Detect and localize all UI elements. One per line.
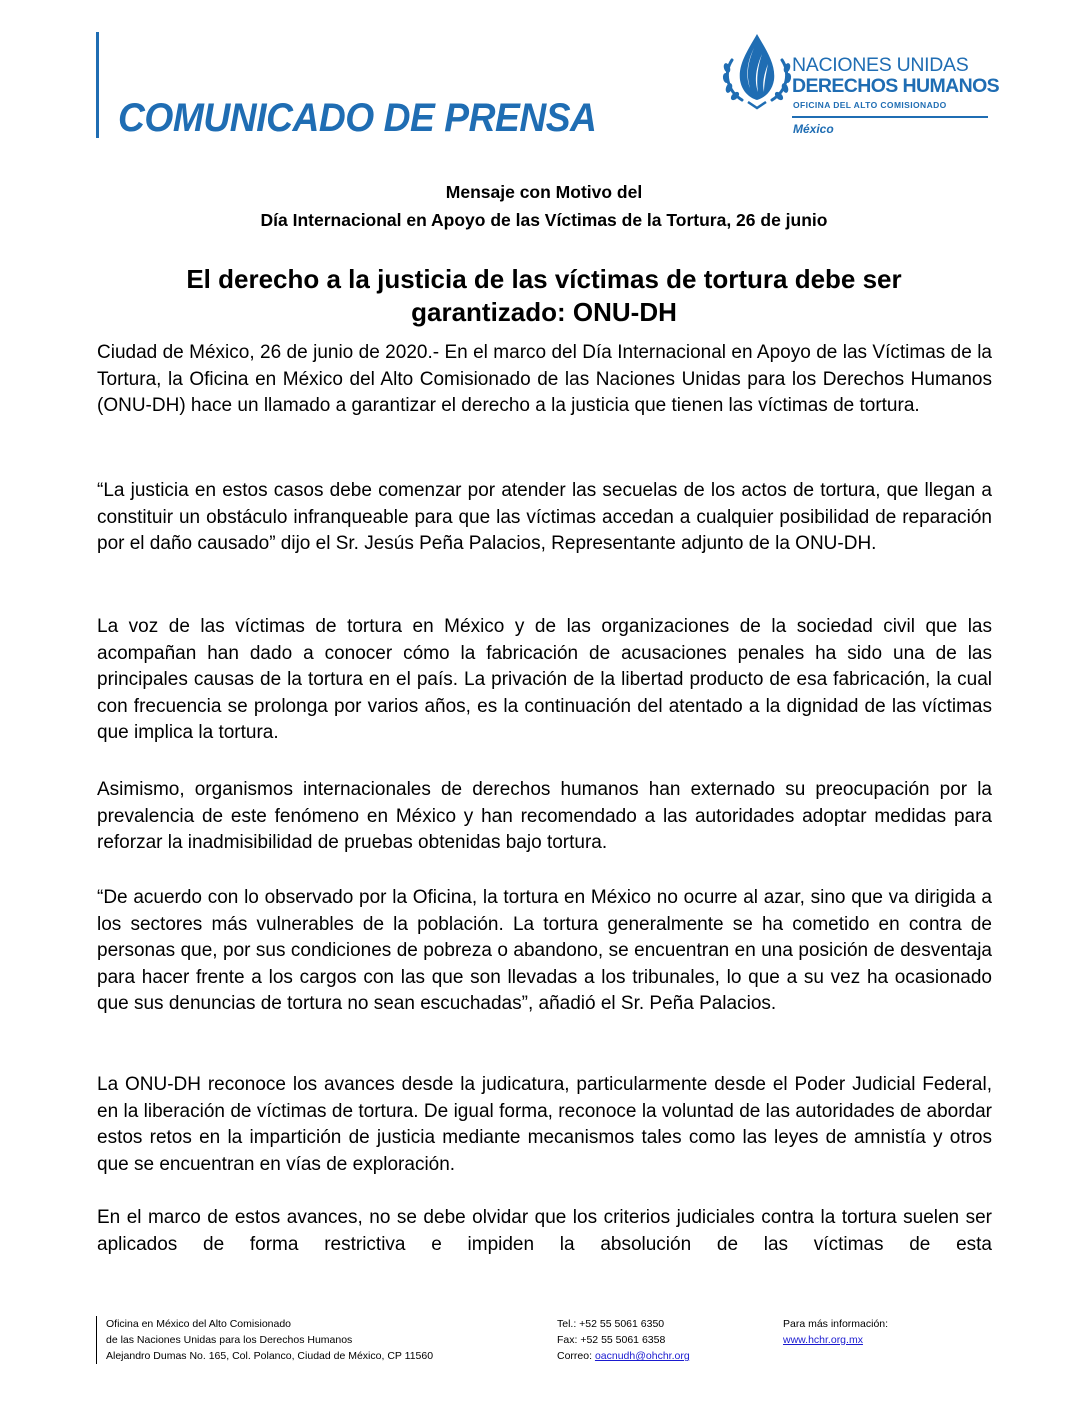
logo-text-naciones-unidas: NACIONES UNIDAS <box>792 54 969 76</box>
footer-vertical-rule <box>96 1316 97 1364</box>
un-human-rights-flame-emblem-icon <box>718 30 796 110</box>
footer-tel: Tel.: +52 55 5061 6350 <box>557 1318 665 1330</box>
body-paragraph: “La justicia en estos casos debe comenzar por atender las secuelas de los actos de tortura, que llegan a constituir un obstáculo infranqueable para que las víctimas accedan a cualquier posibilidad de reparación por el daño causado” dijo el Sr. Jesús Peña Palacios, Representante adjunto de la ONU-DH. <box>97 480 992 554</box>
footer-address <box>106 1316 433 1364</box>
press-release-title: COMUNICADO DE PRENSA <box>118 96 597 140</box>
footer-email-row <box>557 1348 690 1364</box>
un-human-rights-logo <box>718 30 998 145</box>
body-paragraph: “De acuerdo con lo observado por la Oficina, la tortura en México no ocurre al azar, sino que va dirigida a los sectores más vulnerables de la población. La tortura generalmente se ha cometido en contra de personas que, por sus condiciones de pobreza o abandono, se encuentran en una posición de desventaja para hacer frente a los cargos con las que son llevadas a los tribunales, lo que a su vez ha ocasionado que sus denuncias de tortura no sean escuchadas”, añadió el Sr. Peña Palacios. <box>97 887 992 1014</box>
headline-line-1: El derecho a la justicia de las víctimas de tortura debe ser <box>186 264 902 294</box>
footer-website-link[interactable]: www.hchr.org.mx <box>783 1334 863 1346</box>
body-paragraph: Ciudad de México, 26 de junio de 2020.- En el marco del Día Internacional en Apoyo de las Víctimas de la Tortura, la Oficina en México del Alto Comisionado de las Naciones Unidas para los Derechos Humanos (ONU-DH) hace un llamado a garantizar el derecho a la justicia que tienen las víctimas de tortura. <box>97 342 992 416</box>
body-paragraph: Asimismo, organismos internacionales de derechos humanos han externado su preocupación por la prevalencia de este fenómeno en México y han recomendado a las autoridades adoptar medidas para reforzar la inadmisibilidad de pruebas obtenidas bajo tortura. <box>97 779 992 853</box>
headline-line-2: garantizado: ONU-DH <box>411 297 677 327</box>
logo-text-oficina: OFICINA DEL ALTO COMISIONADO <box>793 100 947 110</box>
header-vertical-rule <box>96 32 99 138</box>
subheading-line-1: Mensaje con Motivo del <box>445 182 643 202</box>
body-paragraph: En el marco de estos avances, no se debe olvidar que los criterios judiciales contra la tortura suelen ser aplicados de forma restrictiva e impiden la absolución de las víctimas de esta <box>97 1207 992 1255</box>
footer-contact <box>557 1316 690 1364</box>
logo-text-location: México <box>793 122 834 136</box>
logo-text-derechos-humanos: DERECHOS HUMANOS <box>792 75 1000 97</box>
footer-email-link[interactable]: oacnudh@ohchr.org <box>594 1350 690 1362</box>
footer-address-line-1: Oficina en México del Alto Comisionado <box>106 1318 292 1330</box>
subheading-line-2: Día Internacional en Apoyo de las Víctimas de la Tortura, 26 de junio <box>260 210 828 230</box>
footer-fax: Fax: +52 55 5061 6358 <box>557 1334 666 1346</box>
footer-info <box>783 1316 888 1348</box>
footer-info-label: Para más información: <box>783 1318 889 1330</box>
footer-address-line-2: de las Naciones Unidas para los Derechos Humanos <box>106 1334 353 1346</box>
body-paragraph: La ONU-DH reconoce los avances desde la judicatura, particularmente desde el Poder Judicial Federal, en la liberación de víctimas de tortura. De igual forma, reconoce la voluntad de las autoridades de abordar estos retos en la impartición de justicia mediante mecanismos tales como las leyes de amnistía y otros que se encuentran en vías de exploración. <box>97 1074 992 1175</box>
body-paragraph: La voz de las víctimas de tortura en México y de las organizaciones de la sociedad civil que las acompañan han dado a conocer cómo la fabricación de acusaciones penales ha sido una de las principales causas de la tortura en el país. La privación de la libertad producto de esa fabricación, la cual con frecuencia se prolonga por varios años, es la continuación del atentado a la dignidad de las víctimas que implica la tortura. <box>97 616 992 743</box>
footer-address-line-3: Alejandro Dumas No. 165, Col. Polanco, Ciudad de México, CP 11560 <box>106 1350 434 1362</box>
logo-divider <box>792 116 988 118</box>
footer-email-label: Correo: <box>557 1350 595 1362</box>
